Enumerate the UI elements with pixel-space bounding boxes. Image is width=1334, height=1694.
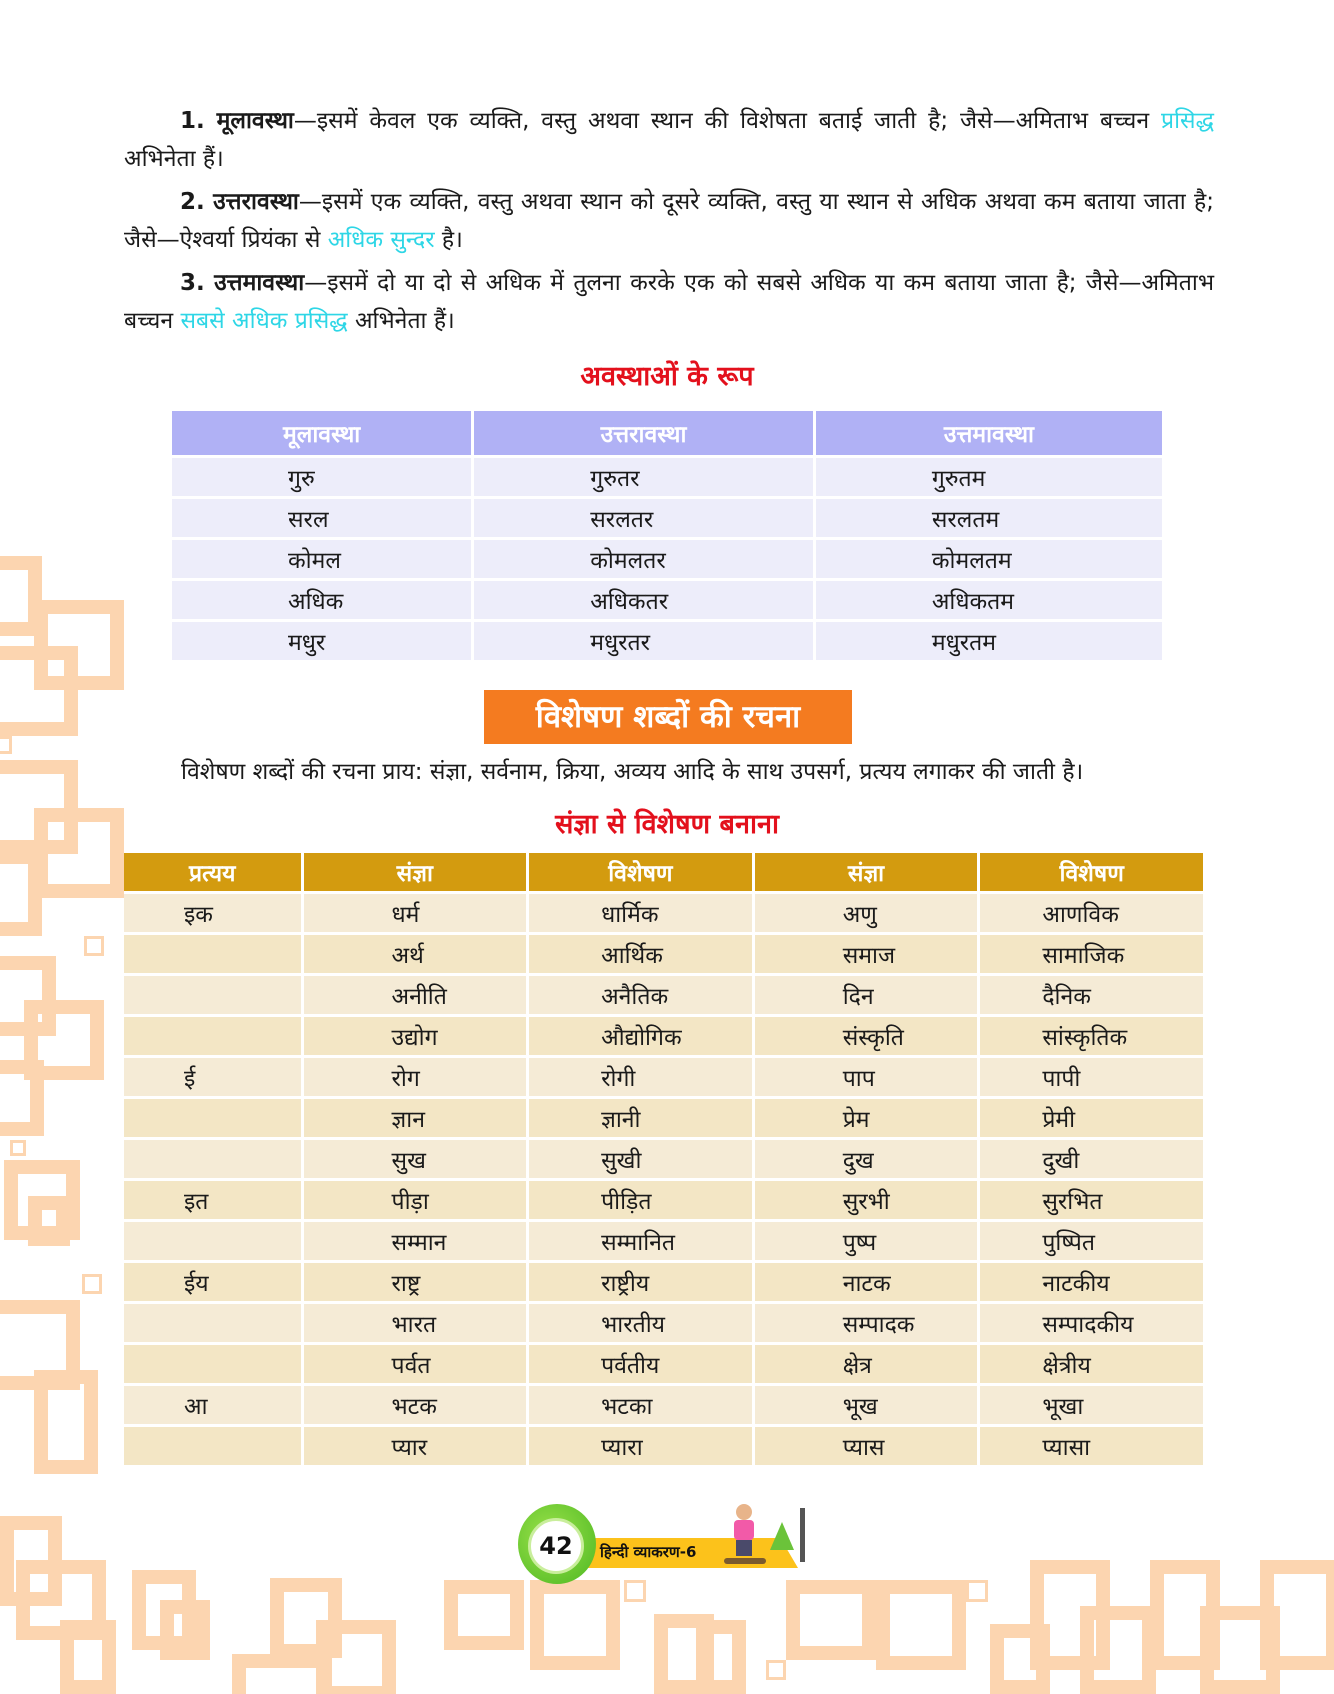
table-row [124, 1427, 1203, 1465]
table-cell: सम्पादक [755, 1304, 978, 1342]
table-cell: पीड़ा [304, 1181, 527, 1219]
table-cell: धर्म [304, 894, 527, 932]
table-cell: कोमलतम [816, 540, 1162, 578]
table-cell: दुख [755, 1140, 978, 1178]
table-row [124, 935, 1203, 973]
decorative-square [786, 1580, 876, 1660]
section-title-noun-to-adjective: संज्ञा से विशेषण बनाना [555, 809, 779, 840]
table-cell: सरलतम [816, 499, 1162, 537]
decorative-square [0, 850, 42, 936]
table-cell [124, 1427, 301, 1465]
table-cell: सम्पादकीय [980, 1304, 1203, 1342]
section-banner-formation: विशेषण शब्दों की रचना [484, 690, 852, 744]
table-cell: कोमलतर [474, 540, 813, 578]
table-cell: सुरभित [980, 1181, 1203, 1219]
decorative-square [160, 1600, 210, 1660]
table-cell: प्रेम [755, 1099, 978, 1137]
table-row [124, 1222, 1203, 1260]
table-cell: प्यार [304, 1427, 527, 1465]
table-cell: मधुरतम [816, 622, 1162, 660]
table-cell: सांस्कृतिक [980, 1017, 1203, 1055]
section-title-forms: अवस्थाओं के रूप [580, 361, 754, 392]
table-cell: दैनिक [980, 976, 1203, 1014]
table-cell: भूखा [980, 1386, 1203, 1424]
table-header-row [172, 411, 1162, 455]
lamp-post-icon [800, 1508, 805, 1562]
tree-icon [770, 1522, 794, 1550]
decorative-square [1260, 1560, 1334, 1670]
decorative-square [530, 1580, 620, 1670]
decorative-square [60, 1620, 116, 1694]
paragraph-mulavastha [124, 102, 1214, 178]
table-cell [124, 1345, 301, 1383]
page-number: 42 [528, 1518, 584, 1574]
table-cell [124, 976, 301, 1014]
table-cell: ज्ञानी [529, 1099, 752, 1137]
column-header: प्रत्यय [124, 853, 301, 891]
table-cell: अर्थ [304, 935, 527, 973]
table-cell: सम्मानित [529, 1222, 752, 1260]
table-cell: क्षेत्रीय [980, 1345, 1203, 1383]
paragraph-uttaravastha [124, 183, 1214, 259]
table-row [124, 1017, 1203, 1055]
forms-table [169, 408, 1165, 663]
decorative-square [84, 936, 104, 956]
table-cell: अनैतिक [529, 976, 752, 1014]
column-header: विशेषण [980, 853, 1203, 891]
table-cell: गुरु [172, 458, 471, 496]
decorative-square [0, 646, 78, 736]
highlight-example: प्रसिद्ध [1161, 108, 1214, 134]
decorative-square [766, 1660, 786, 1680]
noun-to-adjective-table [121, 850, 1206, 1468]
paragraph-text: अभिनेता हैं। [124, 146, 224, 172]
table-cell: सुरभी [755, 1181, 978, 1219]
paragraph-number: 1. [180, 108, 205, 134]
table-cell: भटका [529, 1386, 752, 1424]
table-cell: प्यारा [529, 1427, 752, 1465]
paragraph-text: —इसमें केवल एक व्यक्ति, वस्तु अथवा स्थान की विशेषता बताई जाती है; जैसे—अमिताभ बच्चन [293, 108, 1162, 134]
table-cell: पाप [755, 1058, 978, 1096]
table-cell: पर्वत [304, 1345, 527, 1383]
table-cell: आर्थिक [529, 935, 752, 973]
table-cell: सुख [304, 1140, 527, 1178]
table-cell: पीड़ित [529, 1181, 752, 1219]
decorative-square [876, 1580, 966, 1670]
table-cell: औद्योगिक [529, 1017, 752, 1055]
table-cell: अधिकतर [474, 581, 813, 619]
paragraph-text: अभिनेता हैं। [347, 308, 455, 334]
table-cell [124, 1017, 301, 1055]
table-row [172, 622, 1162, 660]
table-cell: पापी [980, 1058, 1203, 1096]
table-cell: अणु [755, 894, 978, 932]
table-cell: पुष्प [755, 1222, 978, 1260]
table-cell: सरल [172, 499, 471, 537]
table-cell: ज्ञान [304, 1099, 527, 1137]
table-row [172, 458, 1162, 496]
column-header: मूलावस्था [172, 411, 471, 455]
table-cell: सम्मान [304, 1222, 527, 1260]
table-cell [124, 1304, 301, 1342]
table-cell: नाटक [755, 1263, 978, 1301]
table-cell [124, 1222, 301, 1260]
table-row [124, 1345, 1203, 1383]
table-row [124, 1099, 1203, 1137]
table-cell: भूख [755, 1386, 978, 1424]
decorative-square [696, 1620, 746, 1694]
table-cell: प्यासा [980, 1427, 1203, 1465]
column-header: उत्तरावस्था [474, 411, 813, 455]
table-cell: सुखी [529, 1140, 752, 1178]
table-cell: गुरुतर [474, 458, 813, 496]
table-cell [124, 1140, 301, 1178]
table-cell: कोमल [172, 540, 471, 578]
decorative-square [1080, 1606, 1156, 1694]
table-cell: सरलतर [474, 499, 813, 537]
table-cell: आणविक [980, 894, 1203, 932]
table-row [172, 499, 1162, 537]
highlight-example: सबसे अधिक प्रसिद्ध [180, 308, 348, 334]
column-header: विशेषण [529, 853, 752, 891]
decorative-square [316, 1620, 396, 1694]
table-cell: ई [124, 1058, 301, 1096]
table-row [172, 540, 1162, 578]
table-cell: सामाजिक [980, 935, 1203, 973]
term-uttamavastha: उत्तमावस्था [214, 270, 305, 296]
table-cell: राष्ट्र [304, 1263, 527, 1301]
decorative-square [0, 736, 12, 754]
table-cell: अनीति [304, 976, 527, 1014]
table-cell: धार्मिक [529, 894, 752, 932]
decorative-square [10, 1140, 26, 1156]
table-cell: प्यास [755, 1427, 978, 1465]
table-cell: मधुर [172, 622, 471, 660]
paragraph-text: —इसमें दो या दो से अधिक में तुलना करके एक को सबसे अधिक या कम बताया जाता है; जैसे—अमिताभ बच्चन [124, 270, 1214, 334]
column-header: संज्ञा [304, 853, 527, 891]
table-cell: दुखी [980, 1140, 1203, 1178]
paragraph-text: है। [434, 227, 463, 253]
table-cell: क्षेत्र [755, 1345, 978, 1383]
table-cell: भारत [304, 1304, 527, 1342]
table-cell: राष्ट्रीय [529, 1263, 752, 1301]
table-row [124, 1304, 1203, 1342]
term-mulavastha: मूलावस्था [216, 108, 294, 134]
table-row [124, 894, 1203, 932]
table-cell: इत [124, 1181, 301, 1219]
table-cell: अधिक [172, 581, 471, 619]
table-row [124, 1181, 1203, 1219]
table-cell: पर्वतीय [529, 1345, 752, 1383]
table-cell: पुष्पित [980, 1222, 1203, 1260]
table-cell [124, 1099, 301, 1137]
table-cell: नाटकीय [980, 1263, 1203, 1301]
page-footer [518, 1504, 818, 1584]
table-cell: मधुरतर [474, 622, 813, 660]
table-cell: भारतीय [529, 1304, 752, 1342]
table-row [124, 1140, 1203, 1178]
table-cell: रोग [304, 1058, 527, 1096]
table-cell: दिन [755, 976, 978, 1014]
table-cell: प्रेमी [980, 1099, 1203, 1137]
decorative-square [82, 1274, 102, 1294]
highlight-example: अधिक सुन्दर [327, 227, 435, 253]
table-cell: गुरुतम [816, 458, 1162, 496]
decorative-square [28, 1196, 70, 1246]
column-header: संज्ञा [755, 853, 978, 891]
table-cell: अधिकतम [816, 581, 1162, 619]
table-cell: भटक [304, 1386, 527, 1424]
decorative-square [444, 1580, 524, 1650]
table-cell: संस्कृति [755, 1017, 978, 1055]
table-row [124, 1058, 1203, 1096]
column-header: उत्तमावस्था [816, 411, 1162, 455]
table-cell: आ [124, 1386, 301, 1424]
table-cell: रोगी [529, 1058, 752, 1096]
formation-intro: विशेषण शब्दों की रचना प्राय: संज्ञा, सर्वनाम, क्रिया, अव्यय आदि के साथ उपसर्ग, प्रत्यय लगाकर की जाती है। [181, 759, 1084, 785]
table-cell: उद्योग [304, 1017, 527, 1055]
table-cell [124, 935, 301, 973]
table-row [172, 581, 1162, 619]
table-cell: ईय [124, 1263, 301, 1301]
table-cell: समाज [755, 935, 978, 973]
table-row [124, 1386, 1203, 1424]
table-header-row [124, 853, 1203, 891]
skateboard-kid-icon [728, 1504, 762, 1564]
table-cell: इक [124, 894, 301, 932]
book-title: हिन्दी व्याकरण-6 [600, 1543, 697, 1561]
paragraph-uttamavastha [124, 264, 1214, 340]
decorative-square [34, 1370, 98, 1474]
decorative-square [966, 1580, 988, 1602]
decorative-square [0, 1060, 44, 1136]
term-uttaravastha: उत्तरावस्था [213, 189, 299, 215]
table-row [124, 976, 1203, 1014]
table-row [124, 1263, 1203, 1301]
paragraph-number: 3. [180, 270, 205, 296]
paragraph-number: 2. [180, 189, 205, 215]
paragraph-text: —इसमें एक व्यक्ति, वस्तु अथवा स्थान को दूसरे व्यक्ति, वस्तु या स्थान से अधिक अथवा कम बताया जाता है; जैसे—ऐश्वर्या प्रियंका से [124, 189, 1214, 253]
